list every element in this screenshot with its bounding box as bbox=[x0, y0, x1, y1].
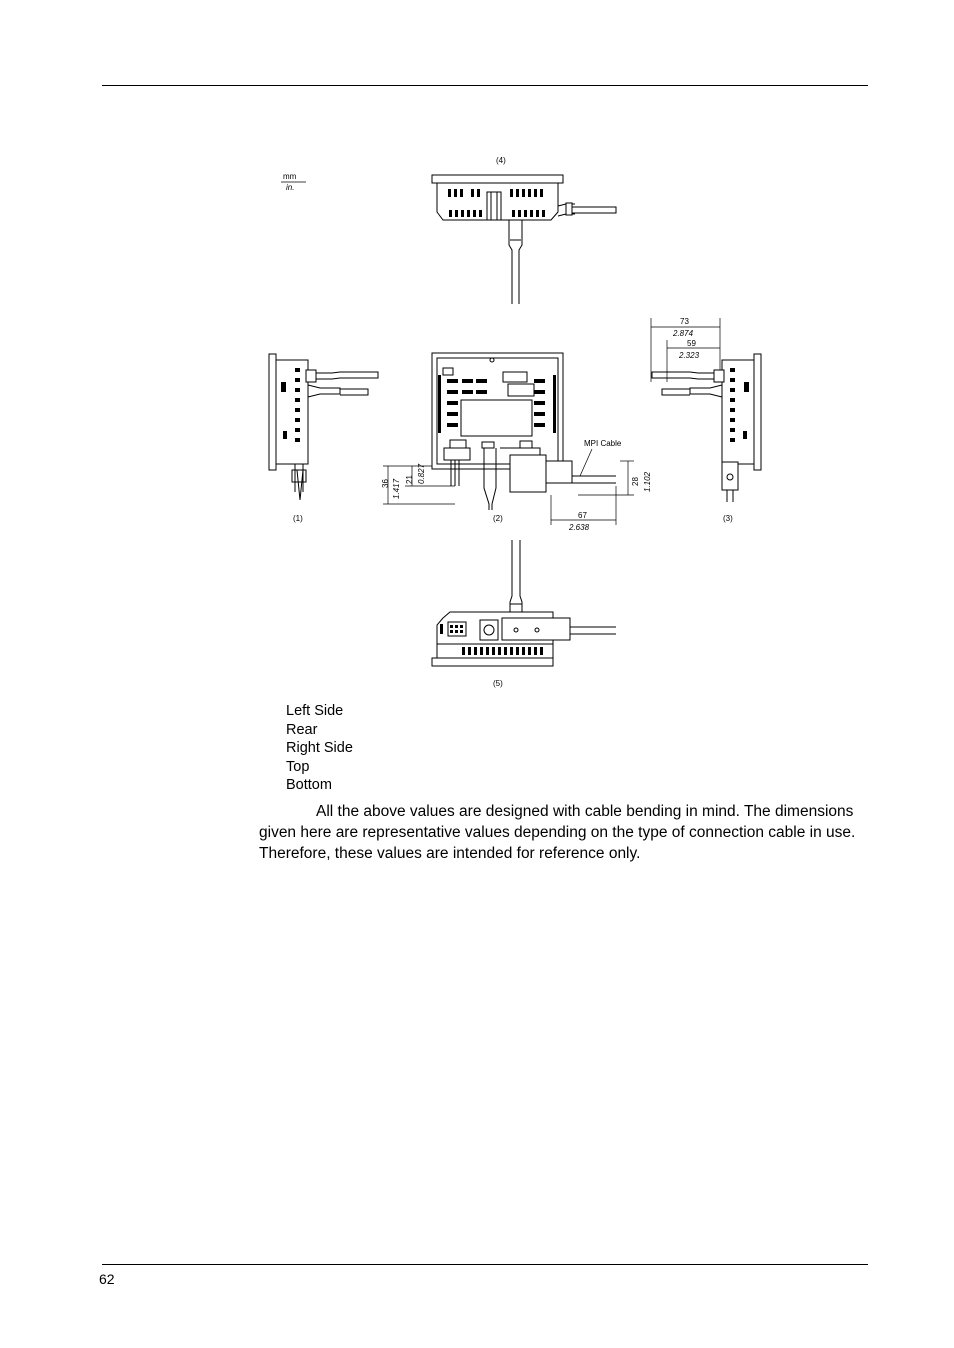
dim-67-in: 2.638 bbox=[569, 523, 590, 532]
view-label-rear: (2) bbox=[493, 514, 503, 523]
bottom-view bbox=[432, 540, 616, 688]
dim-59-in: 2.323 bbox=[679, 351, 700, 360]
dim-21-mm: 21 bbox=[405, 475, 414, 484]
rear-view bbox=[432, 353, 616, 523]
view-label-bottom: (5) bbox=[493, 679, 503, 688]
dim-36-in: 1.417 bbox=[392, 478, 401, 499]
view-legend bbox=[286, 702, 353, 795]
dim-73-in: 2.874 bbox=[673, 329, 694, 338]
left-side-view bbox=[269, 354, 378, 523]
reference-note: All the above values are designed with cable bending in mind. The dimensions given here are representative values depending on the type of connection cable in use. Therefore, these values are intended for reference only. bbox=[259, 803, 856, 862]
legend-item-left-side: Left Side bbox=[286, 703, 344, 719]
footer-rule bbox=[102, 1264, 868, 1265]
dim-59-mm: 59 bbox=[687, 339, 696, 348]
dim-73-mm: 73 bbox=[680, 317, 689, 326]
right-side-view bbox=[652, 354, 761, 523]
legend-item-rear: Rear bbox=[286, 721, 318, 738]
legend-item-right-side: Right Side bbox=[286, 740, 353, 756]
mpi-cable-callout: MPI Cable bbox=[584, 439, 622, 448]
view-label-left: (1) bbox=[293, 514, 303, 523]
unit-mm-label: mm bbox=[283, 172, 297, 181]
legend-item-bottom: Bottom bbox=[286, 777, 332, 793]
view-label-right: (3) bbox=[723, 514, 733, 523]
dim-28-in: 1.102 bbox=[643, 471, 652, 492]
dim-67-mm: 67 bbox=[578, 511, 587, 520]
page-number: 62 bbox=[99, 1271, 115, 1287]
dim-36-mm: 36 bbox=[381, 479, 390, 488]
unit-in-label: in. bbox=[286, 183, 295, 192]
dim-21-in: 0.827 bbox=[417, 463, 426, 484]
legend-item-top: Top bbox=[286, 758, 310, 775]
view-label-top: (4) bbox=[496, 156, 506, 165]
dim-28-mm: 28 bbox=[631, 477, 640, 486]
top-view bbox=[432, 156, 616, 304]
